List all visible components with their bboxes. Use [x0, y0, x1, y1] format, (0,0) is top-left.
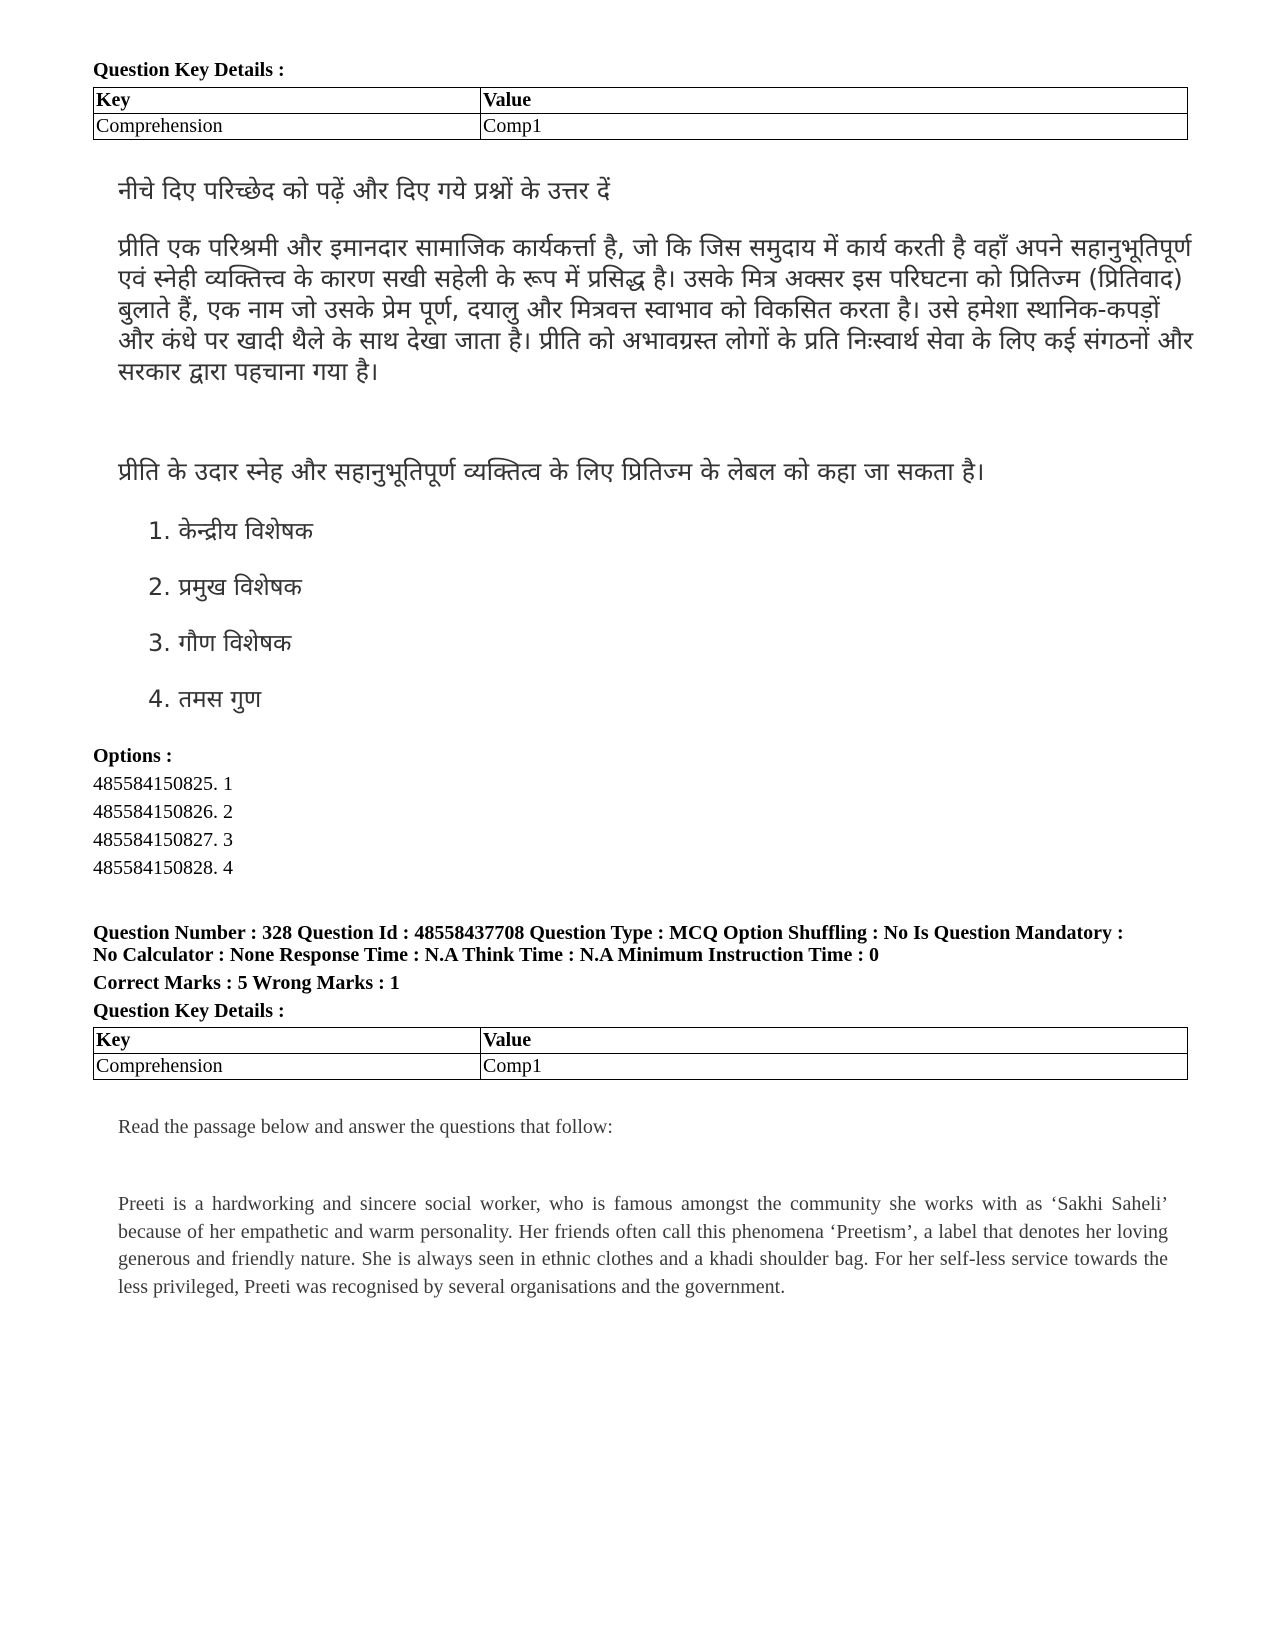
value-cell: Comp1: [481, 114, 1188, 140]
hindi-passage-line: प्रीति एक परिश्रमी और इमानदार सामाजिक कार्यकर्त्ता है, जो कि जिस समुदाय में कार्य करती है वहाँ अपने सहानुभूतिपूर्ण: [118, 233, 1192, 262]
key-details-table: [93, 1027, 1188, 1080]
option-item: 485584150827. 3: [93, 829, 233, 851]
key-cell: Comprehension: [94, 1054, 481, 1080]
table-row: [94, 1054, 1188, 1080]
english-passage: Preeti is a hardworking and sincere social worker, who is famous amongst the community she works with as ‘Sakhi Saheli’ because of her empathetic and warm personality. Her friends often call this phenomena ‘Preetism’, a label that denotes her loving generous and friendly nature. She is always seen in ethnic clothes and a khadi shoulder bag. For her self-less service towards the less privileged, Preeti was recognised by several organisations and the government.: [118, 1193, 1168, 1298]
value-cell: Comp1: [481, 1054, 1188, 1080]
hindi-passage-line: एवं स्नेही व्यक्तित्त्व के कारण सखी सहेली के रूप में प्रसिद्ध है। उसके मित्र अक्सर इस परिघटना को प्रितिज्म (प्रितिवाद): [118, 264, 1183, 293]
hindi-passage-line: सरकार द्वारा पहचाना गया है।: [118, 357, 379, 386]
table-header-row: [94, 1028, 1188, 1054]
hindi-choice: 4. तमस गुण: [148, 685, 262, 713]
key-details-table: [93, 87, 1188, 140]
hindi-choice: 2. प्रमुख विशेषक: [148, 573, 302, 601]
option-item: 485584150825. 1: [93, 773, 233, 795]
hindi-choice: 3. गौण विशेषक: [148, 629, 292, 657]
hindi-instruction: नीचे दिए परिच्छेद को पढ़ें और दिए गये प्रश्नों के उत्तर दें: [118, 176, 611, 205]
key-cell: Comprehension: [94, 114, 481, 140]
value-header: Value: [481, 1028, 1188, 1054]
table-header-row: [94, 88, 1188, 114]
hindi-choice: 1. केन्द्रीय विशेषक: [148, 517, 314, 545]
hindi-passage-line: बुलाते हैं, एक नाम जो उसके प्रेम पूर्ण, दयालु और मित्रवत्त स्वाभाव को विकसित करता है। उसे हमेशा स्थानिक-कपड़ों: [118, 295, 1160, 324]
hindi-passage: [118, 232, 1193, 387]
value-header: Value: [481, 88, 1188, 114]
question-meta-line: No Calculator : None Response Time : N.A Think Time : N.A Minimum Instruction Time : 0: [93, 944, 879, 966]
question-key-details-label: Question Key Details :: [93, 59, 285, 81]
option-item: 485584150826. 2: [93, 801, 233, 823]
table-row: [94, 114, 1188, 140]
english-instruction: Read the passage below and answer the questions that follow:: [118, 1116, 613, 1138]
hindi-question: प्रीति के उदार स्नेह और सहानुभूतिपूर्ण व्यक्तित्व के लिए प्रितिज्म के लेबल को कहा जा सकता है।: [118, 457, 985, 486]
option-item: 485584150828. 4: [93, 857, 233, 879]
key-header: Key: [94, 1028, 481, 1054]
options-label: Options :: [93, 745, 173, 767]
marks-line: Correct Marks : 5 Wrong Marks : 1: [93, 972, 400, 994]
key-header: Key: [94, 88, 481, 114]
question-key-details-label: Question Key Details :: [93, 1000, 285, 1022]
question-meta-line: Question Number : 328 Question Id : 48558437708 Question Type : MCQ Option Shuffling : No Is Question Mandatory :: [93, 922, 1124, 944]
hindi-passage-line: और कंधे पर खादी थैले के साथ देखा जाता है। प्रीति को अभावग्रस्त लोगों के प्रति निःस्वार्थ सेवा के लिए कई संगठनों और: [118, 326, 1194, 355]
